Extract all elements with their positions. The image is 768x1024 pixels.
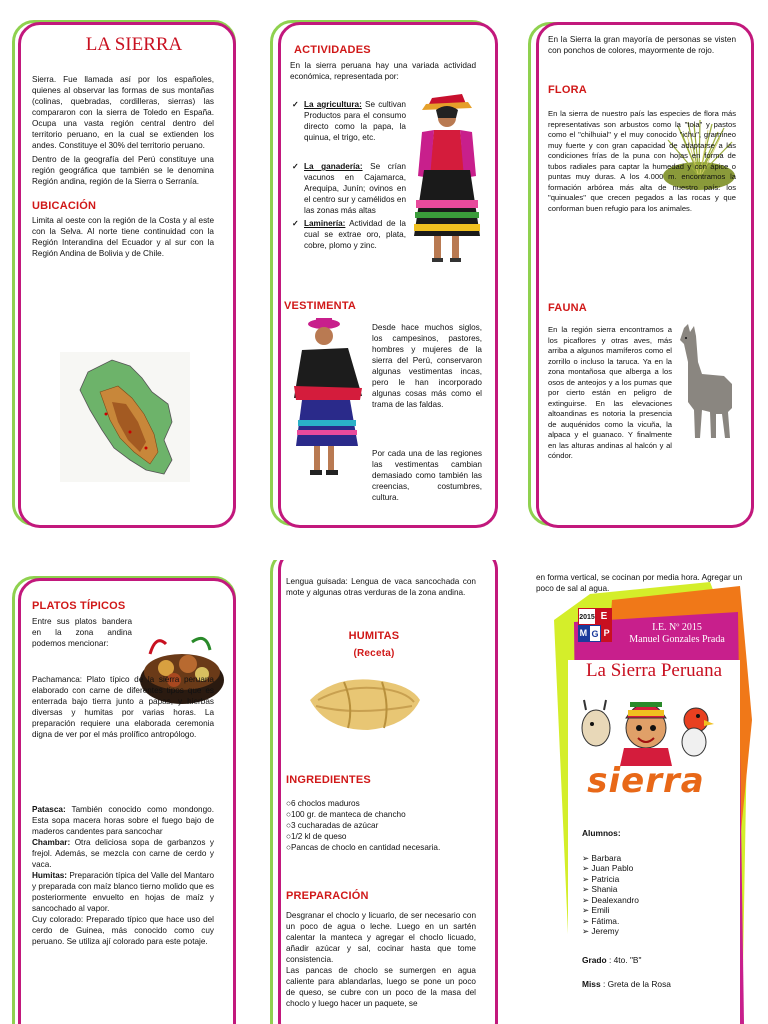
humitas-heading: HUMITAS (348, 630, 400, 642)
school-logo (578, 608, 612, 642)
list-item (286, 831, 476, 842)
check-icon: ✓ (292, 219, 299, 228)
panel-la-sierra (0, 0, 256, 540)
miss-value: : Greta de la Rosa (602, 979, 671, 989)
logo-cell: P (601, 625, 612, 642)
miss-label: Miss (582, 979, 601, 989)
fauna-text: En la región sierra encontramos a los picaflores y otras aves, más arriba a algunos mamíferos como el zorrillo o incluso la taruca. Ya en la zona montañosa que alberga a los osos de anteojos y a los pumas que por cierto están en peligro de extinguirse. En las elevaciones altoandinas es notoria la presencia de auquénidos como la vicuña, la alpaca y el guanaco. Y finalmente en las alturas andinas al halcón y al cóndor. (548, 325, 672, 460)
patasca-text: También conocido como mondongo. Esta sopa macera horas sobre el fuego bajo de maderos candentes para sancochar (32, 805, 214, 836)
flora-heading: FLORA (548, 84, 587, 96)
intro-text: Sierra. Fue llamada así por los españoles, quienes al observar las formas de sus montañas (colinas, quebradas, cordilleras, sierras) las compararon con la sierra de Toledo en España. Ocupa una vasta región central dentro del territorio peruano, en la cual se extienden los andes. Constituye el 30% del territorio peruano. (32, 75, 214, 150)
vestimenta-text-2: Por cada una de las regiones las vestimentas cambian demasiado como también las creencias, costumbres, cultura. (372, 449, 482, 502)
preparacion-text-1: Desgranar el choclo y licuarlo, de ser necesario con un poco de agua o leche. Luego en un sartén calentar la manteca y agregar el choclo licuado, añadir azúcar y sal, cocinar hasta que tome consistencia. (286, 911, 476, 964)
list-item (582, 863, 732, 874)
arrow-bullet-icon: ➢ (582, 905, 592, 915)
flora-text: En la sierra de nuestro país las especies de flora más representativas son arbustos como la "tola" y pastos como el "chilhuial" y el muy conocido "ichu", gramíneo muy fuerte y con gran capacidad de adaptarse a las condiciones frías de la puna con hojas en forma de tubos radiales para captar la humedad y con ápice o puntas muy duras. A los 4.000 m. encontramos la formación arbórea más alta de nuestro país: los "quinuales" que crecen pegados a las rocas y que conforman buen refugio para los animales. (548, 109, 736, 213)
actividades-intro: En la sierra peruana hay una variada actividad económica, representada por: (290, 61, 476, 81)
chambar-text: Otra deliciosa sopa de garbanzos y frejol. Además, se mezcla con carne de cerdo y vaca. (32, 838, 214, 869)
list-item (582, 884, 732, 895)
list-item (286, 798, 476, 809)
panel-actividades (256, 0, 512, 540)
chambar-label: Chambar: (32, 838, 71, 847)
preparacion-text-2: Las pancas de choclo se sumergen en agua caliente para ablandarlas, luego se pone un poco de queso, se cubre con un poco de la masa del choclo y luego hacer un paquete, se (286, 966, 476, 1008)
agri-text: Se cultivan Productos para el consumo directo como la papa, la quinua, el trigo, etc. (304, 100, 406, 142)
panel-cover (512, 560, 768, 1024)
bullet-icon: ○ (286, 832, 291, 841)
ganaderia-label: La ganadería: (304, 162, 363, 171)
school-full-name: Manuel Gonzales Prada (629, 634, 725, 645)
intro-text-2: Dentro de la geografía del Perú constituye una región geográfica que también se le denomina Región andina, región de la Sierra o Serranía. (32, 155, 214, 186)
alumno-name: Shania (591, 884, 618, 894)
ingredient-text: Pancas de choclo en cantidad necesaria. (290, 843, 441, 852)
lengua-text: Lengua guisada: Lengua de vaca sancochada con mote y algunas otras verduras de la zona andina. (286, 577, 476, 597)
ganaderia-text: Se crían vacunos en Cajamarca, Arequipa, Junín; ovinos en el centro sur y camélidos en las zonas más altas (304, 162, 406, 215)
ubicacion-heading: UBICACIÓN (32, 200, 97, 212)
pachamanca-text: Pachamanca: Plato típico de la sierra peruana elaborado con carne de diferentes tipos que es enterrada bajo tierra junto a papas, y hierbas diversas y humitas por varias horas. La preparación requiere una elaborada ceremonia digna de ver por el más prolífico antropólogo. (32, 675, 214, 739)
list-item (582, 874, 732, 885)
platos-intro: Entre sus platos bandera en la zona andina podemos mencionar: (32, 617, 132, 648)
alumno-name: Dealexandro (591, 894, 639, 905)
panel-platos-tipicos (0, 560, 256, 1024)
logo-cell: G (589, 625, 602, 642)
patasca-label: Patasca: (32, 805, 66, 814)
ingredient-text: 100 gr. de manteca de chancho (290, 810, 406, 819)
bullet-icon: ○ (286, 821, 291, 830)
alumno-name: Barbara (591, 852, 622, 863)
list-item (292, 218, 406, 251)
mineria-label: Laminería: (304, 219, 346, 228)
list-item (582, 895, 732, 906)
cuy-text: Cuy colorado: Preparado típico que hace uso del cerdo de Guinea, más conocido como cuy peruano. Se utiliza ají colorado para este potaje. (32, 915, 214, 946)
list-item (292, 161, 406, 216)
logo-cell: M (578, 625, 589, 642)
sierra-word-art: sierra (587, 761, 705, 801)
ubicacion-text: Limita al oeste con la región de la Costa y al este con la Selva. Al norte tiene continuidad con la Región Interandina del Ecuador y al sur con la Región Andina de Bolivia y de Chile. (32, 216, 214, 258)
peru-map-image (60, 352, 190, 482)
ingredientes-heading: INGREDIENTES (286, 774, 371, 786)
platos-heading: PLATOS TÍPICOS (32, 600, 126, 612)
preparacion-heading: PREPARACIÓN (286, 890, 369, 902)
humitas-text: Preparación típica del Valle del Mantaro y preparada con maíz blanco tierno molido que es posteriormente envuelto en hojas de maíz y sancochado al vapor. (32, 871, 214, 913)
check-icon: ✓ (292, 162, 299, 171)
list-item (292, 99, 406, 143)
arrow-bullet-icon: ➢ (582, 915, 592, 926)
alumno-name: Jeremy (591, 926, 619, 936)
humita-image (304, 670, 424, 738)
alumnos-list (582, 853, 732, 937)
arrow-bullet-icon: ➢ (582, 852, 592, 863)
ponchos-text: En la Sierra la gran mayoría de personas se visten con ponchos de colores, mayormente de rojo. (548, 35, 736, 55)
vestimenta-heading: VESTIMENTA (284, 300, 357, 312)
cartoon-andean-characters-image (574, 688, 718, 766)
grado-row (582, 955, 732, 966)
actividades-heading: ACTIVIDADES (294, 44, 371, 56)
fauna-heading: FAUNA (548, 302, 587, 314)
arrow-bullet-icon: ➢ (582, 863, 592, 873)
andean-girl-image (288, 316, 368, 478)
school-number: I.E. Nº 2015 (652, 622, 702, 633)
ingredients-list (286, 798, 476, 853)
bullet-icon: ○ (286, 810, 291, 819)
humitas-item (32, 870, 214, 914)
list-item (286, 842, 476, 853)
list-item (582, 905, 732, 916)
page-title: LA SIERRA (85, 34, 183, 55)
list-item (582, 926, 732, 937)
andean-woman-image (406, 88, 488, 268)
humitas-label: Humitas: (32, 871, 68, 880)
patasca-item (32, 804, 214, 837)
alumno-name: Juan Pablo (591, 863, 634, 873)
check-icon: ✓ (292, 100, 299, 109)
list-item (582, 916, 732, 927)
alumno-name: Emili (591, 905, 610, 915)
llama-image (672, 322, 738, 442)
cover-title: La Sierra Peruana (585, 660, 723, 681)
vestimenta-text-1: Desde hace muchos siglos, los campesinos, pastores, hombres y mujeres de la sierra del Perú, conservaron algunas vestimentas incas, pero le han incorporado algunas cosas más como el trama de las faldas. (372, 323, 482, 409)
bullet-icon: ○ (286, 843, 291, 852)
agri-label: La agricultura: (304, 100, 362, 109)
bullet-icon: ○ (286, 799, 291, 808)
alumnos-label: Alumnos: (582, 828, 621, 838)
logo-cell: E (596, 608, 612, 625)
ingredient-text: 3 cucharadas de azúcar (290, 821, 379, 830)
arrow-bullet-icon: ➢ (582, 926, 592, 936)
ingredient-text: 1/2 kl de queso (290, 832, 347, 841)
alumno-name: Patricia (591, 873, 620, 884)
mineria-text: Actividad de la cual se extrae oro, plata, cobre, plomo y zinc. (304, 219, 406, 250)
grado-value: : 4to. "B" (609, 954, 642, 965)
arrow-bullet-icon: ➢ (582, 894, 592, 905)
ingredient-text: 6 choclos maduros (290, 799, 360, 808)
preparacion-cont-text: en forma vertical, se cocinan por media hora. Agregar un poco de sal al agua. (536, 573, 743, 593)
panel-humitas-receta (256, 560, 512, 1024)
arrow-bullet-icon: ➢ (582, 873, 592, 884)
list-item (582, 853, 732, 864)
logo-cell: 2015 (578, 608, 596, 625)
grado-label: Grado (582, 954, 607, 965)
panel-flora-fauna (512, 0, 768, 540)
school-name (612, 622, 742, 646)
miss-row (582, 979, 732, 990)
list-item (286, 809, 476, 820)
arrow-bullet-icon: ➢ (582, 884, 592, 894)
list-item (286, 820, 476, 831)
receta-subheading: (Receta) (353, 648, 395, 659)
alumno-name: Fátima. (591, 915, 620, 926)
chambar-item (32, 837, 214, 870)
